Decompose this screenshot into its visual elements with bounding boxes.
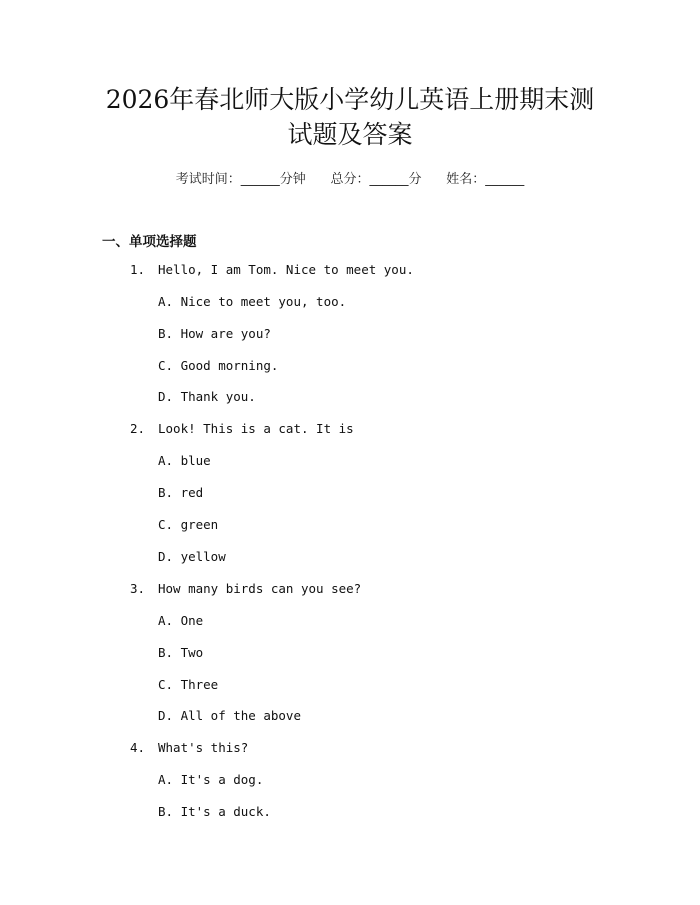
option-4a: A. It's a dog. (158, 772, 264, 787)
question-number: 4. (130, 740, 146, 755)
option-1b: B. How are you? (158, 326, 271, 341)
option-3c: C. Three (158, 677, 219, 692)
page-title-continued: 试题及答案 (287, 120, 413, 149)
option-2a: A. blue (158, 453, 211, 468)
option-3b: B. Two (158, 645, 204, 660)
question-text: Hello, I am Tom. Nice to meet you. (158, 262, 414, 277)
option-1a: A. Nice to meet you, too. (158, 294, 347, 309)
section-heading: 一、单项选择题 (102, 234, 197, 250)
question-4 (130, 740, 248, 755)
question-text: What's this? (158, 740, 249, 755)
question-1 (130, 262, 414, 277)
question-number: 2. (130, 421, 146, 436)
option-1d: D. Thank you. (158, 389, 256, 404)
option-2c: C. green (158, 517, 219, 532)
option-1c: C. Good morning. (158, 358, 279, 373)
option-3a: A. One (158, 613, 204, 628)
question-text: How many birds can you see? (158, 581, 362, 596)
question-number: 3. (130, 581, 146, 596)
question-text: Look! This is a cat. It is (158, 421, 354, 436)
question-2 (130, 421, 354, 436)
option-2d: D. yellow (158, 549, 226, 564)
question-number: 1. (130, 262, 146, 277)
page-title: 2026年春北师大版小学幼儿英语上册期末测 (105, 85, 595, 114)
option-2b: B. red (158, 485, 204, 500)
option-4b: B. It's a duck. (158, 804, 271, 819)
exam-info: 考试时间：______分钟 总分：______分 姓名：______ (175, 172, 525, 187)
option-3d: D. All of the above (158, 708, 301, 723)
question-3 (130, 581, 361, 596)
